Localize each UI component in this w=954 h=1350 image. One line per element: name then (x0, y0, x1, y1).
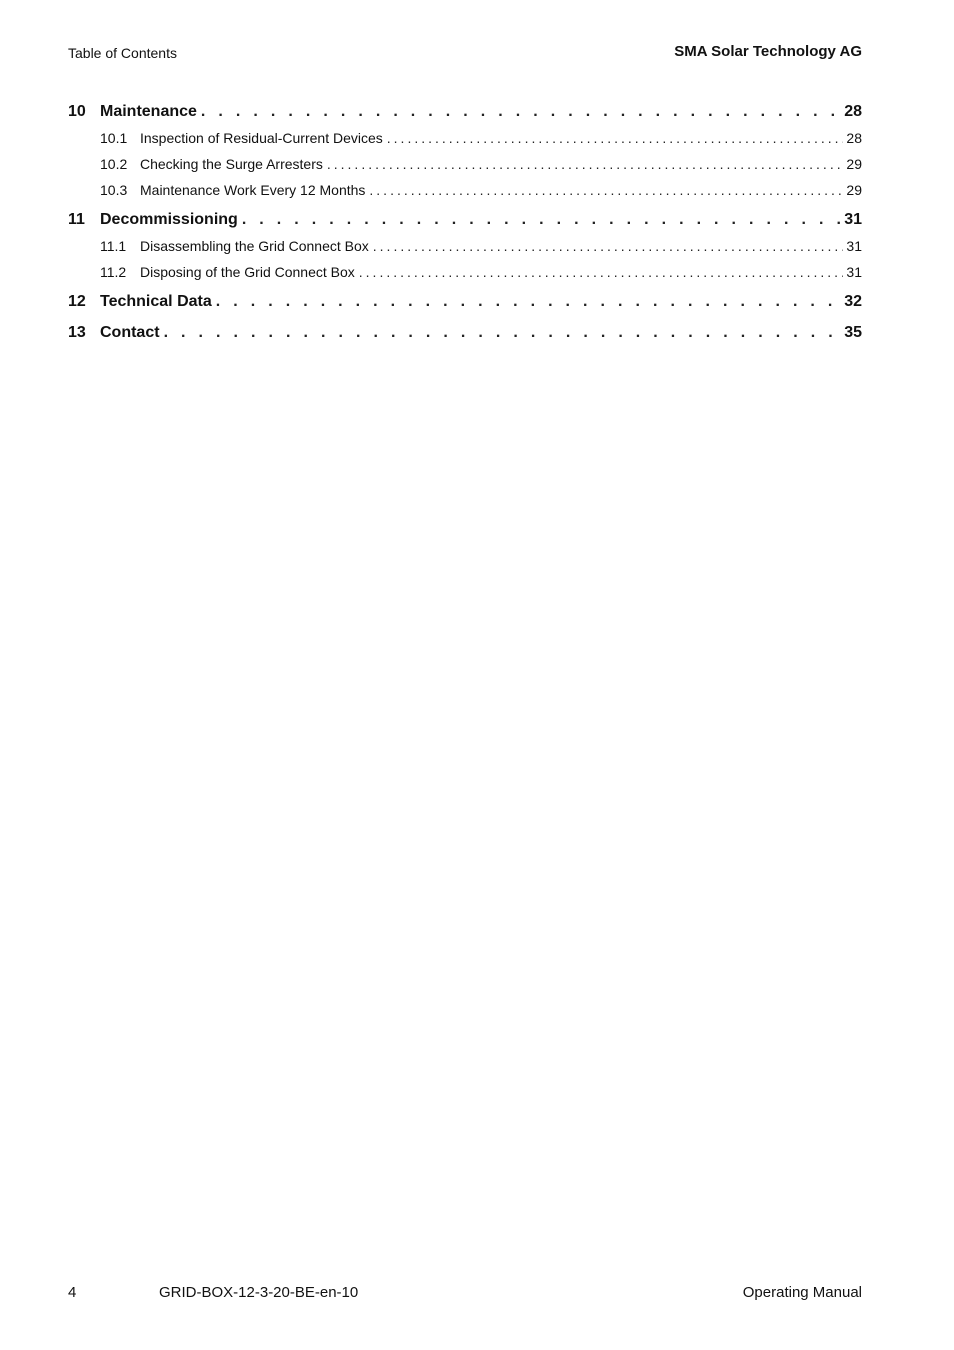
footer-document-type: Operating Manual (742, 1284, 862, 1301)
toc-dot-leader (216, 291, 841, 313)
toc-dot-leader (201, 101, 841, 123)
toc-chapter-technical-data[interactable] (68, 291, 862, 313)
toc-section-surge-arresters[interactable] (68, 151, 862, 177)
toc-chapter-maintenance[interactable] (68, 101, 862, 123)
toc-dot-leader (164, 322, 842, 344)
toc-entry-number: 10.1 (100, 130, 128, 146)
toc-section-disassembling[interactable] (68, 233, 862, 259)
toc-entry-title: Checking the Surge Arresters (140, 156, 323, 172)
toc-entry-number: 13 (68, 324, 86, 341)
toc-dot-leader (242, 209, 841, 231)
toc-entry-page: 31 (846, 264, 862, 280)
toc-dot-leader (359, 259, 844, 285)
toc-entry-number: 12 (68, 293, 86, 310)
toc-chapter-decommissioning[interactable] (68, 209, 862, 231)
toc-entry-page: 28 (846, 130, 862, 146)
toc-entry-title: Inspection of Residual-Current Devices (140, 130, 383, 146)
toc-entry-page: 29 (846, 156, 862, 172)
toc-entry-title: Disassembling the Grid Connect Box (140, 238, 369, 254)
toc-entry-page: 29 (846, 182, 862, 198)
toc-entry-number: 10.2 (100, 156, 128, 172)
toc-section-inspection-rcd[interactable] (68, 125, 862, 151)
toc-entry-number: 11 (68, 211, 85, 228)
footer-document-id: GRID-BOX-12-3-20-BE-en-10 (159, 1284, 359, 1301)
toc-entry-number: 11.2 (100, 264, 127, 280)
toc-entry-page: 31 (844, 211, 862, 228)
toc-dot-leader (369, 177, 843, 203)
table-of-contents (68, 101, 862, 344)
toc-entry-page: 31 (846, 238, 862, 254)
header-company-name: SMA Solar Technology AG (674, 43, 862, 60)
toc-entry-title: Maintenance (100, 103, 197, 120)
toc-chapter-contact[interactable] (68, 322, 862, 344)
toc-entry-title: Maintenance Work Every 12 Months (140, 182, 366, 198)
toc-section-disposing[interactable] (68, 259, 862, 285)
header-section-title: Table of Contents (68, 45, 177, 61)
toc-entry-page: 32 (844, 293, 862, 310)
toc-entry-number: 10 (68, 103, 86, 120)
toc-entry-number: 10.3 (100, 182, 128, 198)
toc-dot-leader (387, 125, 844, 151)
toc-entry-title: Decommissioning (100, 211, 238, 228)
toc-dot-leader (373, 233, 844, 259)
toc-entry-title: Disposing of the Grid Connect Box (140, 264, 355, 280)
toc-entry-page: 28 (844, 103, 862, 120)
toc-entry-title: Technical Data (100, 293, 212, 310)
toc-entry-number: 11.1 (100, 238, 127, 254)
toc-entry-title: Contact (100, 324, 160, 341)
toc-dot-leader (327, 151, 844, 177)
toc-section-maintenance-12-months[interactable] (68, 177, 862, 203)
toc-entry-page: 35 (844, 324, 862, 341)
footer-page-number: 4 (68, 1284, 77, 1301)
